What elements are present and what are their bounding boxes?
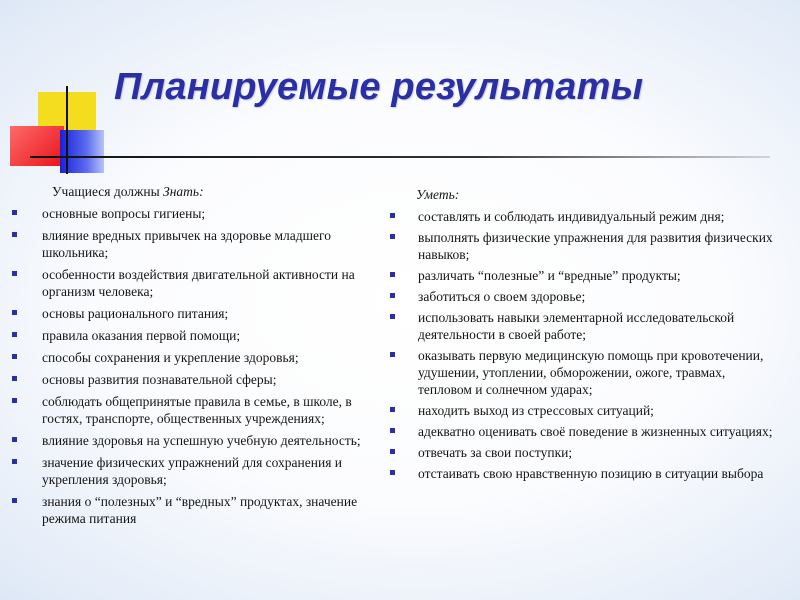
square-bullet-icon xyxy=(390,449,395,454)
list-item xyxy=(12,305,374,322)
square-bullet-icon xyxy=(12,210,17,215)
list-item xyxy=(390,267,782,284)
square-bullet-icon xyxy=(390,352,395,357)
list-item xyxy=(12,266,374,300)
square-bullet-icon xyxy=(12,271,17,276)
list-item-text: значение физических упражнений для сохранения и укрепления здоровья; xyxy=(42,455,343,487)
list-item-text: соблюдать общепринятые правила в семье, в школе, в гостях, транспорте, общественных учреждениях; xyxy=(42,394,352,426)
know-list xyxy=(12,205,374,527)
know-heading xyxy=(12,183,374,200)
know-heading-prefix: Учащиеся должны xyxy=(52,184,164,199)
square-bullet-icon xyxy=(390,213,395,218)
list-item-text: особенности воздействия двигательной активности на организм человека; xyxy=(42,267,355,299)
list-item xyxy=(12,371,374,388)
list-item xyxy=(390,444,782,461)
can-column xyxy=(390,186,782,486)
list-item xyxy=(390,423,782,440)
list-item-text: выполнять физические упражнения для развития физических навыков; xyxy=(418,230,773,262)
square-bullet-icon xyxy=(12,232,17,237)
list-item-text: различать “полезные” и “вредные” продукты; xyxy=(418,268,681,283)
list-item xyxy=(12,493,374,527)
list-item xyxy=(12,432,374,449)
list-item xyxy=(390,208,782,225)
list-item-text: знания о “полезных” и “вредных” продуктах, значение режима питания xyxy=(42,494,358,526)
list-item xyxy=(12,393,374,427)
square-bullet-icon xyxy=(390,293,395,298)
square-bullet-icon xyxy=(12,332,17,337)
know-heading-emph: Знать: xyxy=(163,184,204,199)
list-item-text: оказывать первую медицинскую помощь при кровотечении, удушении, утоплении, обморожении, ожоге, травмах, тепловом и солнечном ударах; xyxy=(418,348,764,397)
list-item-text: отстаивать свою нравственную позицию в ситуации выбора xyxy=(418,466,764,481)
square-bullet-icon xyxy=(12,376,17,381)
corner-decoration xyxy=(0,0,130,175)
list-item xyxy=(12,227,374,261)
square-bullet-icon xyxy=(390,407,395,412)
red-square xyxy=(10,126,64,166)
list-item xyxy=(390,309,782,343)
list-item xyxy=(390,465,782,482)
list-item-text: основы рационального питания; xyxy=(42,306,229,321)
list-item-text: адекватно оценивать своё поведение в жизненных ситуациях; xyxy=(418,424,773,439)
list-item-text: составлять и соблюдать индивидуальный режим дня; xyxy=(418,209,725,224)
can-heading: Уметь: xyxy=(416,187,460,202)
slide-title: Планируемые результаты xyxy=(114,66,644,108)
list-item xyxy=(390,288,782,305)
list-item xyxy=(390,229,782,263)
list-item xyxy=(12,327,374,344)
list-item-text: влияние здоровья на успешную учебную деятельность; xyxy=(42,433,361,448)
list-item xyxy=(390,347,782,398)
square-bullet-icon xyxy=(12,310,17,315)
square-bullet-icon xyxy=(390,314,395,319)
square-bullet-icon xyxy=(12,437,17,442)
vertical-divider-line xyxy=(66,86,68,174)
list-item xyxy=(12,454,374,488)
list-item-text: заботиться о своем здоровье; xyxy=(418,289,586,304)
list-item xyxy=(12,349,374,366)
square-bullet-icon xyxy=(390,470,395,475)
square-bullet-icon xyxy=(390,234,395,239)
know-column xyxy=(12,183,374,532)
can-list xyxy=(390,208,782,482)
list-item-text: основы развития познавательной сферы; xyxy=(42,372,277,387)
list-item xyxy=(390,402,782,419)
list-item-text: способы сохранения и укрепление здоровья; xyxy=(42,350,299,365)
list-item-text: использовать навыки элементарной исследовательской деятельности в своей работе; xyxy=(418,310,735,342)
horizontal-divider-line xyxy=(30,156,770,158)
list-item-text: влияние вредных привычек на здоровье младшего школьника; xyxy=(42,228,331,260)
square-bullet-icon xyxy=(12,398,17,403)
list-item-text: отвечать за свои поступки; xyxy=(418,445,573,460)
square-bullet-icon xyxy=(390,272,395,277)
list-item xyxy=(12,205,374,222)
square-bullet-icon xyxy=(12,459,17,464)
square-bullet-icon xyxy=(12,354,17,359)
list-item-text: находить выход из стрессовых ситуаций; xyxy=(418,403,654,418)
list-item-text: основные вопросы гигиены; xyxy=(42,206,206,221)
square-bullet-icon xyxy=(390,428,395,433)
list-item-text: правила оказания первой помощи; xyxy=(42,328,241,343)
square-bullet-icon xyxy=(12,498,17,503)
